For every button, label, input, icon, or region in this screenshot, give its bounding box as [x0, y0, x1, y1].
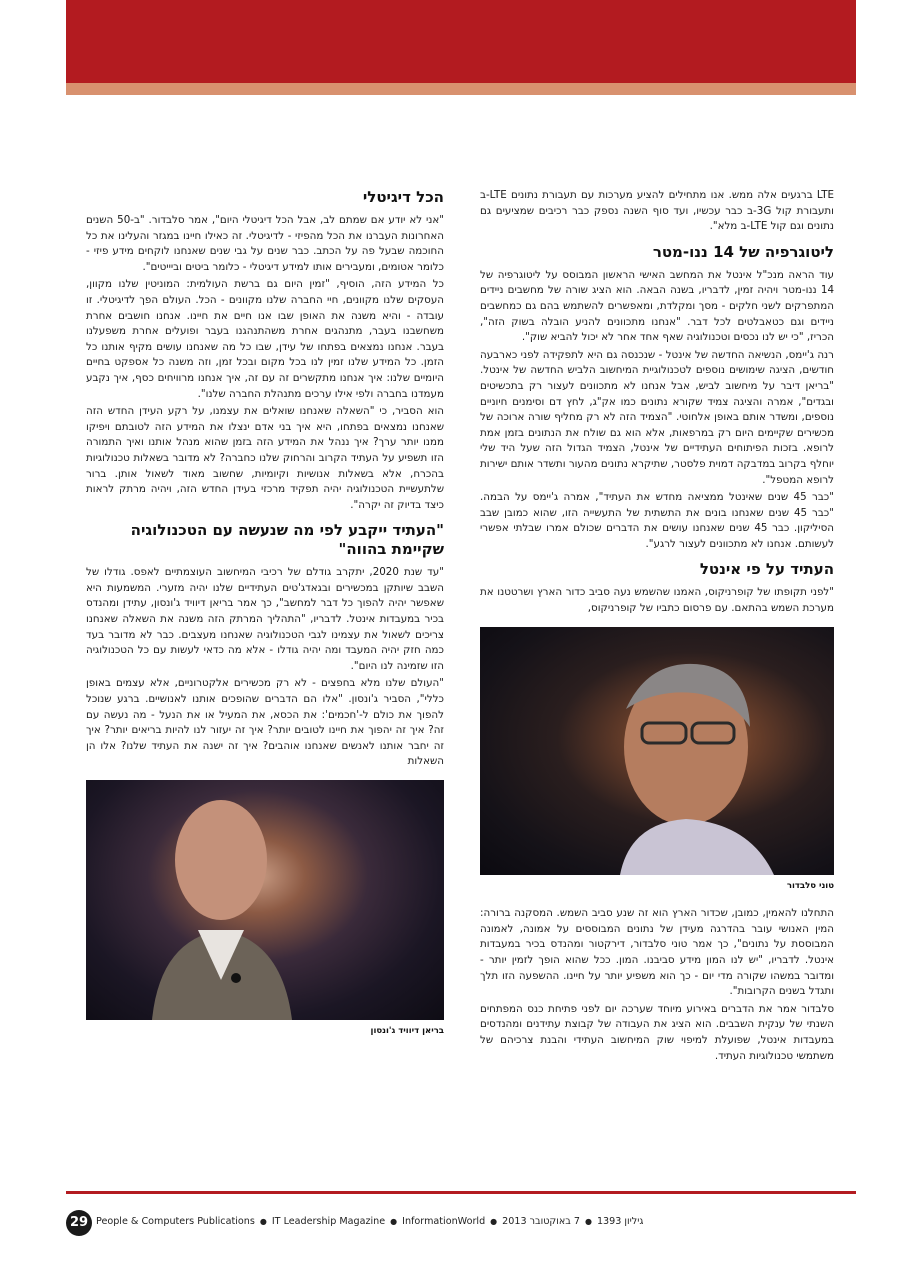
digital-paragraph-1: "אני לא יודע אם שמתם לב, אבל הכל דיגיטלי היום", אמר סלבדור. "ב-50 השנים האחרונות העברנו את הכל מהפיזי - לדיגיטלי. זה כאילו חיינו במגזר והעלינו את כל החוכמה שבעל פה על הכתב. כבר שנים על גבי שנים שאנחנו לוקחים מידע פיזי - כלומר אטומים, ומעבירים אותו למידע דיגיטלי - כלומר ביטים וביייטים". [86, 214, 444, 273]
footer-infoworld: InformationWorld [402, 1216, 486, 1227]
heading-all-digital: הכל דיגיטלי [362, 188, 444, 206]
speaker-portrait-illustration [480, 627, 834, 875]
footer-credits [96, 1216, 643, 1227]
footer-rule [66, 1191, 856, 1194]
photo-speaker-salvador [480, 627, 834, 875]
lithography-paragraph-1: עוד הראה מנכ"ל אינטל את המחשב האישי הראשון המבוסס על ליטוגרפיה של 14 ננו-מטר ויהיה זמין, לדבריו, בשנה הבאה. הוא הציג שורה של מחשבים ניידים המתפרקים לשני חלקים - מסך ומקלדת, ומאפשרים להשתמש בהם גם כמחשבים ניידים וגם כטאבלטים לכל דבר. "אנחנו מתכוונים להניע הובלה בשוק הזה", הכריז, "כי יש לנו נכסים וטכנולוגיה שאף אחד אחר לא יכול להביא שוק". [480, 268, 834, 344]
heading-future-shaped: "העתיד ייקבע לפי מה שנעשה עם הטכנולוגיה שקיימת בהווה" [130, 521, 444, 559]
magazine-page [66, 0, 856, 1272]
page-footer [66, 1208, 856, 1238]
digital-paragraph-2: כל המידע הזה, הוסיף, "זמין היום גם ברשת העולמית: המוניטין שלנו מקוון, העסקים שלנו מקוונים, חיי החברה שלנו מקוונים - הכל. העולם הפך לדיגיטלי. זו עובדה - והיא משנה את האופן שבו אנו חיים את חיינו. אנחנו חושבים אחרת משחשבנו בעבר, מתנהגים אחרת משהתנהגנו בעבר ופועלים אחרת משפעלנו בעבר. אנחנו נמצאים בפתחו של עידן, שבו כל מה שאנחנו עושים מקיף אותנו כל הזמן. כל המידע שלנו זמין לנו בכל מקום ובכל זמן, וזה משנה כל אספקט בחיים היומיים שלנו: איך אנחנו מתקשרים זה עם זה, איך אנחנו מרוויחים כסף, איך נקבע מעמדנו בחברה ולפי אילו ערכים מתנהלת החברה שלנו". [86, 278, 444, 400]
footer-issue: גיליון 1393 [596, 1216, 644, 1227]
header-color-band [66, 0, 856, 83]
shape-paragraph-1: "עד שנת 2020, יתקרב גודלם של רכיבי המיחשוב העוצמתיים לאפס. גודלו של השבב שיותקן במכשירים ובגאדג'טים העתידיים שלנו יהיה מזערי. המשמעות היא שאפשר יהיה להפוך כל דבר למחשב", כך אמר בריאן דיוויד ג'ונסון, עתידן ומהנדס בכיר במעבדות אינטל. לדבריו, "התהליך המרתק הזה משנה את השאלה שאנחנו צריכים לשאול את עצמינו לגבי הטכנולוגיה שאנחנו מעצבים. כבר לא מדובר בעד כמה חזק יהיה המעבד ומה יהיה גודלו - אלא מה כדאי לעשות עם כל הטכנולוגיה הזו שזמינה לנו היום". [86, 566, 444, 672]
intro-paragraph: LTE ברגעים אלה ממש. אנו מתחילים להציע מערכות עם תעבורת נתונים LTE-ב ותעבורת קול 3G-ב כבר עכשיו, ועד סוף השנה נספק כבר רכיבים שמציעים גם נתונים וגם קול LTE-ב מלא". [480, 189, 834, 233]
right-column [480, 188, 834, 1066]
left-column [86, 188, 444, 1052]
footer-date: 7 באוקטובר 2013 [502, 1216, 580, 1227]
heading-future-by-intel: העתיד על פי אינטל [699, 560, 834, 579]
shape-paragraph-2: "העולם שלנו מלא בחפצים - לא רק מכשירים אלקטרוניים, אלא עצמים באופן כללי", הסביר ג'ונסון. "אלו הם הדברים שהופכים אותנו לאנושיים. ברגע שנוכל להפוך את כולם ל-'חכמים': את הכסא, את המעיל או את הנעל - מה נעשה עם זה? איך זה יהפוך את חיינו לטובים יותר? איך זה יעזור לנו להיות בריאים יותר? איך זה יחבר אותנו לאנשים שאנחנו אוהבים? איך זה ישנה את העתיד שלנו? אלו הן השאלות [86, 677, 444, 768]
bullet-icon: ● [584, 1217, 592, 1226]
future-paragraph-3: סלבדור אמר את הדברים באירוע מיוחד שערכה יום לפני פתיחת כנס המפתחים השנתי של ענקית השבבים. הוא הציג את העבודה של קבוצת עתידנים ומהנדסים במעבדות אינטל, שפועלת למיפוי שוק המיחשוב העתידי והבנת צרכיהם של משתמשי טכנולוגיות העתיד. [480, 1002, 834, 1062]
lithography-paragraph-3: "כבר 45 שנים שאינטל ממציאה מחדש את העתיד", אמרה ג'יימס על הבמה. "כבר 45 שנים שאנחנו בונים את התשתית של התעשייה הזו, שהוא כמובן שבב הסיליקון. כבר 45 שנים שאנחנו עושים את הדברים שכולם אמרו שבלתי אפשרי לעשותם. אנחנו לא מתכוונים לעצור לרגע". [480, 491, 834, 550]
page-number: 29 [66, 1210, 92, 1236]
speaker-portrait-illustration [86, 780, 444, 1020]
photo-caption-johnson: בריאן דיוויד ג'ונסון [370, 1026, 444, 1036]
photo-caption-salvador: טוני סלבדור [786, 880, 834, 891]
digital-paragraph-3: הוא הסביר, כי "השאלה שאנחנו שואלים את עצמנו, על רקע העידן החדש הזה שאנחנו נמצאים בפתחו, היא איך בני אדם ינצלו את המידע הזה לטובתם ויפיקו ממנו יותר ערך? איך ננהל את המידע הזה בזמן שהוא מנהל אותנו ואיך התמורה הזו תשפיע על העתיד הקרוב והרחוק שלנו כחברה? לא מדובר בשאלות טכנולוגיות בהכרח, אלא בשאלות אנושיות וקיומיות, שחשוב מאוד לשאול אותן. ברור שלתעשיית הטכנולוגיה יהיה תפקיד מרכזי בעידן החדש הזה, ויהיה מרתק לראות כיצד בדיוק זה יקרה". [86, 405, 444, 511]
footer-magazine: IT Leadership Magazine [271, 1216, 386, 1227]
photo-speaker-johnson [86, 780, 444, 1020]
lithography-paragraph-2: רנה ג'יימס, הנשיאה החדשה של אינטל - שנכנסה גם היא לתפקידה לפני כארבעה חודשים, הציגה שימושים נוספים לטכנולוגיית המיחשוב הלביש החדשה של אינטל. "בריאן דיבר על מיחשוב לביש, אבל אנחנו לא מתכוונים לעצור רק בתכשיטים ובגדים", אמרה והציגה צמיד שקורא נתונים כמו אק"ג, לחץ דם וסימנים חיוניים נוספים, ומשדר אותם באופן אלחוטי. "הצמיד הזה לא רק מחליף שורה ארוכה של מכשירים שקיימים היום רק במרפאות, אלא הוא גם שולח את הנתונים בזמן אמת לרופא. בזכות הפיתוחים העתידיים של אינטל, הצמיד הגדול הזה שעל היד שלי יוחלף בקרוב במדבקה דמוית פלסטר, שתיקרא נתונים מהעור ותשדר אותם ישירות לרופא המטפל". [480, 348, 834, 486]
footer-publisher: People & Computers Publications [96, 1216, 255, 1227]
future-paragraph-2: התחלנו להאמין, כמובן, שכדור הארץ הוא זה שנע סביב השמש. המסקנה ברורה: המין האנושי עובר בהדרגה מעידן של נתונים המבוססים על אמונה, לאמונה המבוססת על נתונים", כך אמר טוני סלבדור, דירקטור ומהנדס בכיר במעבדות אינטל. לדבריו, "יש לנו המון מידע סביבנו. המון. ככל שהוא הופך לזמין יותר - ומדובר במשהו שקורה מדי יום - כך הוא משפיע יותר על חיינו. ההשפעה הזו תלך ותגדל בשנים הקרובות". [480, 907, 834, 998]
heading-lithography: ליטוגרפיה של 14 ננו-מטר [652, 242, 834, 261]
bullet-icon: ● [490, 1217, 498, 1226]
bullet-icon: ● [390, 1217, 398, 1226]
future-paragraph-1: "לפני תקופתו של קופרניקוס, האמנו שהשמש נעה סביב כדור הארץ ושרטטנו את מערכת השמש בהתאם. עם פרסום כתביו של קופרניקוס, [480, 586, 834, 615]
header-accent-stripe [66, 83, 856, 95]
bullet-icon: ● [259, 1217, 267, 1226]
